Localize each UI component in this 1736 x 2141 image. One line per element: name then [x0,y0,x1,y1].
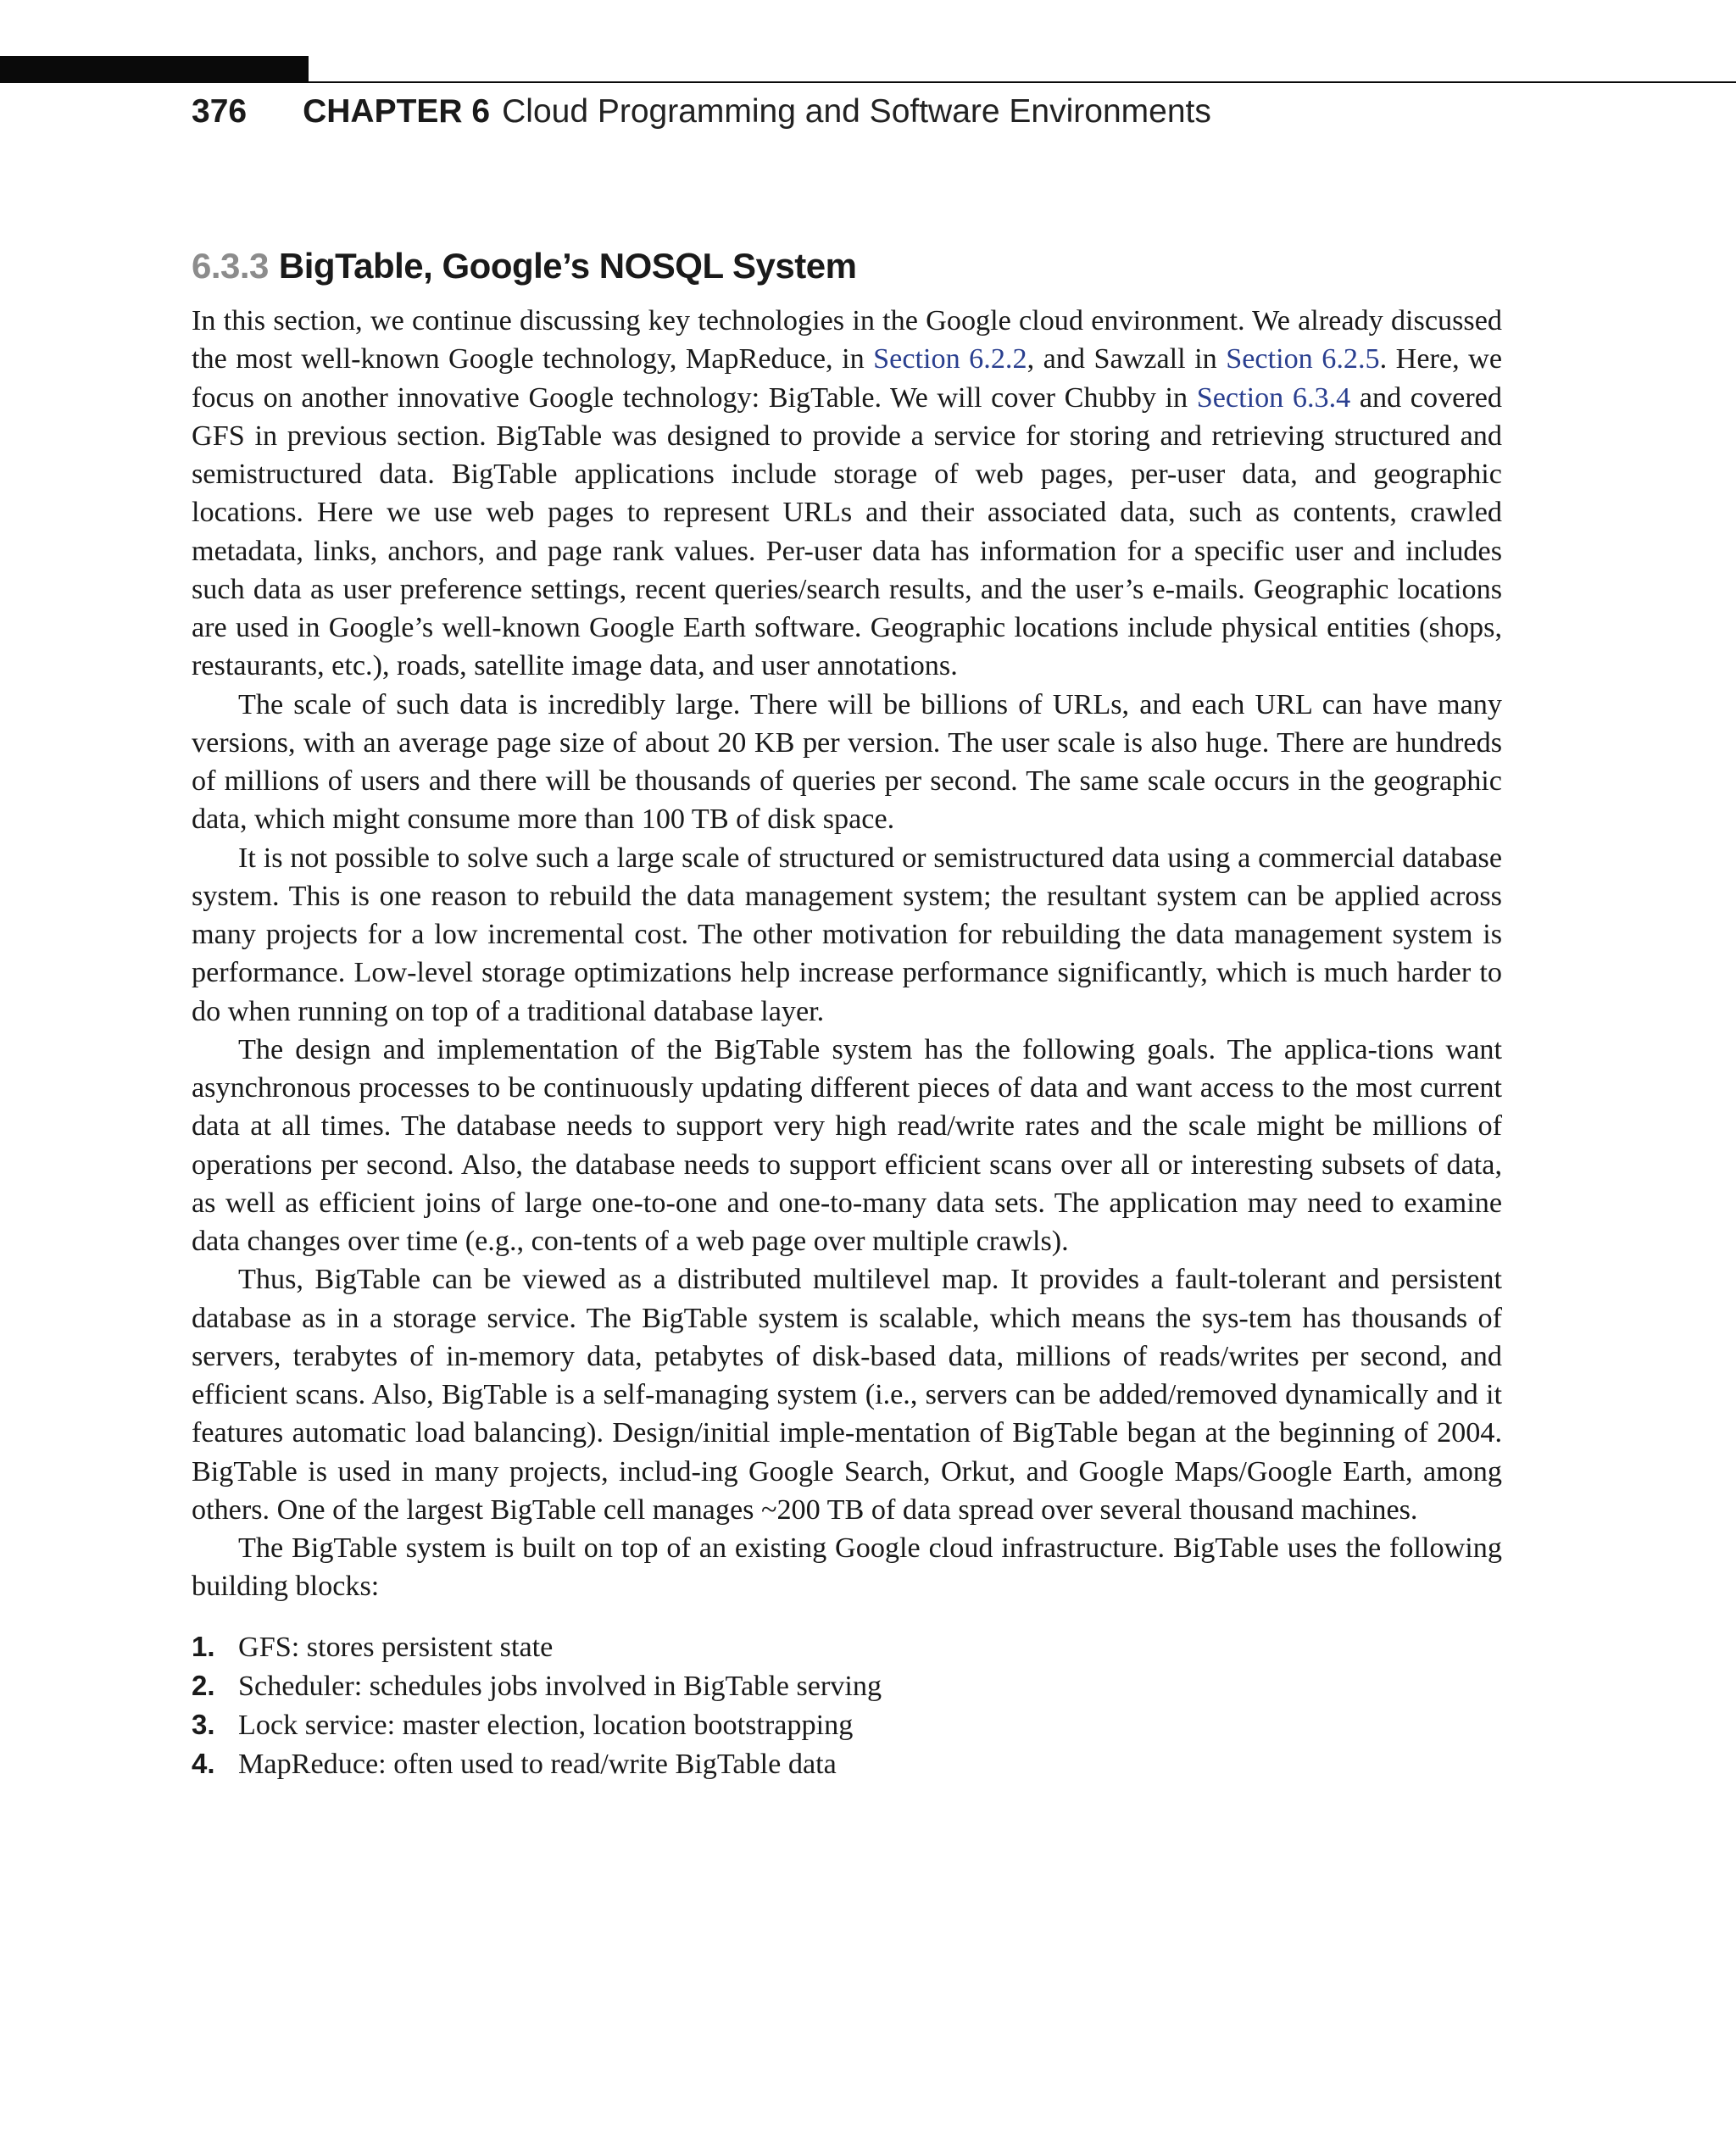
paragraph-1-text-b: , and Sawzall in [1027,343,1227,375]
list-item-number: 1. [192,1630,215,1662]
header-bar [0,56,309,83]
header-rule [309,81,1736,83]
list-item [192,1744,1502,1783]
chapter-title: Cloud Programming and Software Environments [502,93,1211,130]
paragraph-1-text-d: and covered GFS in previous section. BigTable was designed to provide a service for storing and retrieving structured and semistructured data. BigTable applications include storage of web pages, per-user data, and geographic locations. Here we use web pages to represent URLs and their associated data, such as contents, crawled metadata, links, anchors, and page rank values. Per-user data has information for a specific user and includes such data as user preference settings, recent queries/search results, and the user’s e-mails. Geographic locations are used in Google’s well-known Google Earth software. Geographic locations include physical entities (shops, restaurants, etc.), roads, satellite image data, and user annotations. [192,381,1502,682]
list-item-text: Lock service: master election, location bootstrapping [238,1710,854,1741]
section-number: 6.3.3 [192,246,269,286]
paragraph-3: It is not possible to solve such a large scale of structured or semistructured data using a commercial database system. This is one reason to rebuild the data management system; the resultant system can be applied across many projects for a low incremental cost. The other motivation for rebuilding the data management system is performance. Low-level storage optimizations help increase performance significantly, which is much harder to do when running on top of a traditional database layer. [192,842,1502,1027]
list-item-text: MapReduce: often used to read/write BigTable data [238,1749,837,1781]
building-blocks-list [192,1627,1502,1784]
section-6-3-4-link[interactable]: Section 6.3.4 [1196,381,1351,414]
paragraph-1 [192,302,1502,686]
running-header [192,93,1211,136]
list-item [192,1666,1502,1705]
paragraph-1-text-a: In this section, we continue discussing key technologies in the Google cloud environment. We already discussed the most well-known Google technology, MapReduce, in [192,305,1502,375]
paragraph-2: The scale of such data is incredibly large. There will be billions of URLs, and each URL can have many versions, with an average page size of about 20 KB per version. The user scale is also huge. There are hundreds of millions of users and there will be thousands of queries per second. The same scale occurs in the geographic data, which might consume more than 100 TB of disk space. [192,688,1502,836]
body-text [192,302,1502,1784]
section-6-2-5-link[interactable]: Section 6.2.5 [1226,343,1380,375]
list-item [192,1627,1502,1666]
chapter-label: CHAPTER 6 [303,93,491,130]
paragraph-4: The design and implementation of the BigTable system has the following goals. The applica-tions want asynchronous processes to be continuously updating different pieces of data and want access to the most current data at all times. The database needs to support very high read/write rates and the scale might be millions of operations per second. Also, the database needs to support efficient scans over all or interesting subsets of data, as well as efficient joins of large one-to-one and one-to-many data sets. The application may need to examine data changes over time (e.g., con-tents of a web page over multiple crawls). [192,1033,1502,1257]
list-item-number: 4. [192,1748,215,1780]
section-6-2-2-link[interactable]: Section 6.2.2 [873,343,1027,375]
list-item [192,1705,1502,1744]
list-item-text: GFS: stores persistent state [238,1631,554,1663]
paragraph-1-text-c: . Here, we focus on another innovative Google technology: BigTable. We will cover Chubby in [192,343,1502,414]
list-item-text: Scheduler: schedules jobs involved in BigTable serving [238,1670,882,1702]
list-item-number: 3. [192,1709,215,1740]
list-item-number: 2. [192,1669,215,1701]
section-heading [192,246,856,286]
page-number: 376 [192,93,248,130]
paragraph-5: Thus, BigTable can be viewed as a distributed multilevel map. It provides a fault-tolerant and persistent database as in a storage service. The BigTable system is scalable, which means the sys-tem has thousands of servers, terabytes of in-memory data, petabytes of disk-based data, millions of reads/writes per second, and efficient scans. Also, BigTable is a self-managing system (i.e., servers can be added/removed dynamically and it features automatic load balancing). Design/initial imple-mentation of BigTable began at the beginning of 2004. BigTable is used in many projects, includ-ing Google Search, Orkut, and Google Maps/Google Earth, among others. One of the largest BigTable cell manages ~200 TB of data spread over several thousand machines. [192,1264,1502,1526]
section-title: BigTable, Google’s NOSQL System [278,246,857,286]
paragraph-6: The BigTable system is built on top of an existing Google cloud infrastructure. BigTable uses the following building blocks: [192,1532,1502,1603]
